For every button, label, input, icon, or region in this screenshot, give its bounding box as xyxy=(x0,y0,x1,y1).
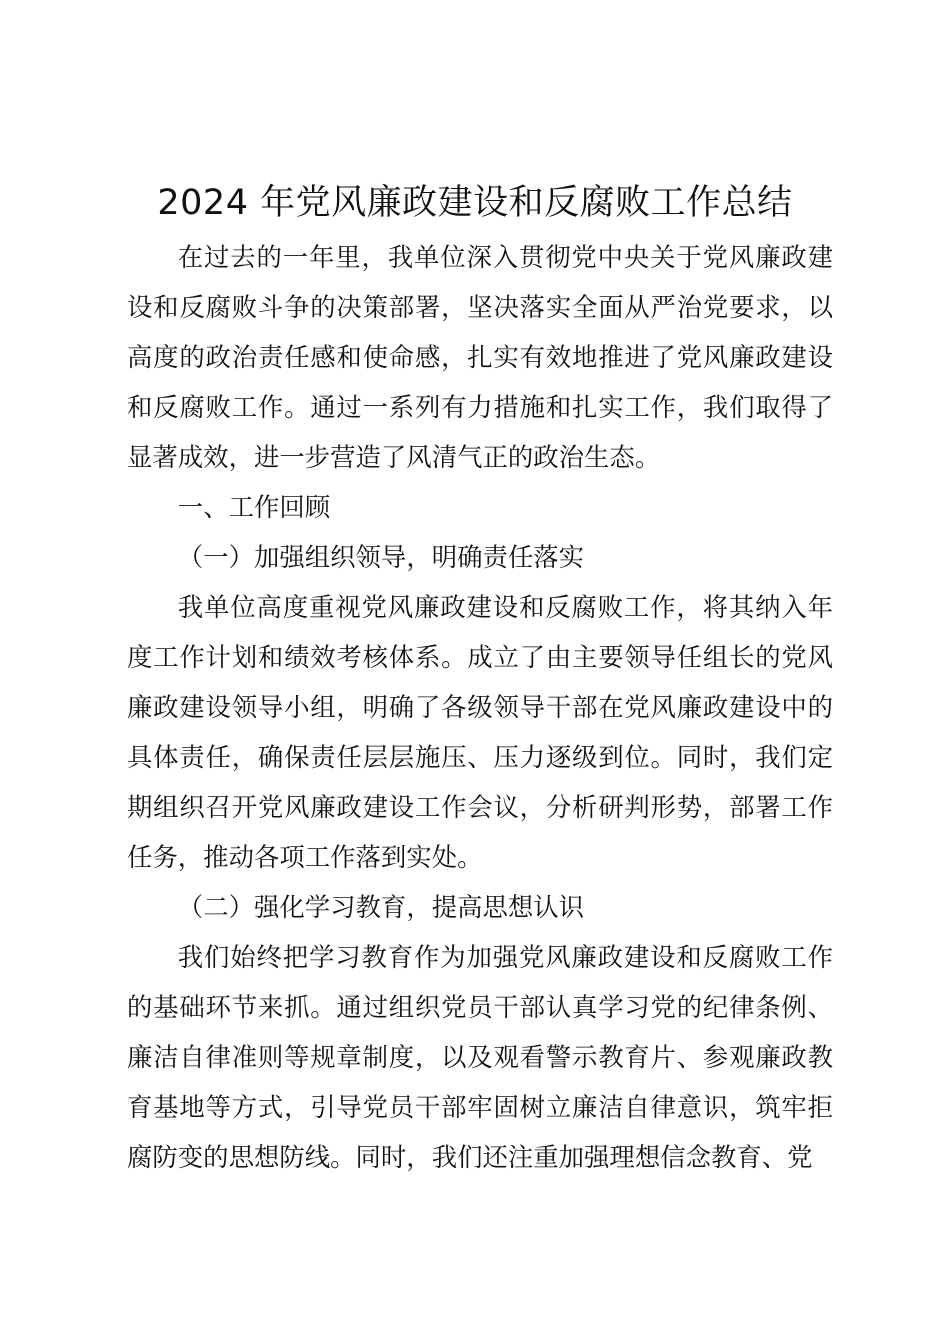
subsection-1-paragraph: 我单位高度重视党风廉政建设和反腐败工作，将其纳入年度工作计划和绩效考核体系。成立了由主要领导任组长的党风廉政建设领导小组，明确了各级领导干部在党风廉政建设中的具体责任，确保责任层层施压、压力逐级到位。同时，我们定期组织召开党风廉政建设工作会议，分析研判形势，部署工作任务，推动各项工作落到实处。 xyxy=(127,592,833,872)
document-body xyxy=(127,232,833,1182)
section-heading-work-review: 一、工作回顾 xyxy=(177,492,331,522)
document-title: 2024 年党风廉政建设和反腐败工作总结 xyxy=(157,183,793,223)
subsection-heading-1: （一）加强组织领导，明确责任落实 xyxy=(177,542,585,572)
intro-paragraph: 在过去的一年里，我单位深入贯彻党中央关于党风廉政建设和反腐败斗争的决策部署，坚决落实全面从严治党要求，以高度的政治责任感和使命感，扎实有效地推进了党风廉政建设和反腐败工作。通过一系列有力措施和扎实工作，我们取得了显著成效，进一步营造了风清气正的政治生态。 xyxy=(127,242,833,472)
subsection-heading-2: （二）强化学习教育，提高思想认识 xyxy=(177,892,585,922)
subsection-2-paragraph: 我们始终把学习教育作为加强党风廉政建设和反腐败工作的基础环节来抓。通过组织党员干部认真学习党的纪律条例、廉洁自律准则等规章制度，以及观看警示教育片、参观廉政教育基地等方式，引导党员干部牢固树立廉洁自律意识，筑牢拒腐防变的思想防线。同时，我们还注重加强理想信念教育、党 xyxy=(127,942,833,1172)
